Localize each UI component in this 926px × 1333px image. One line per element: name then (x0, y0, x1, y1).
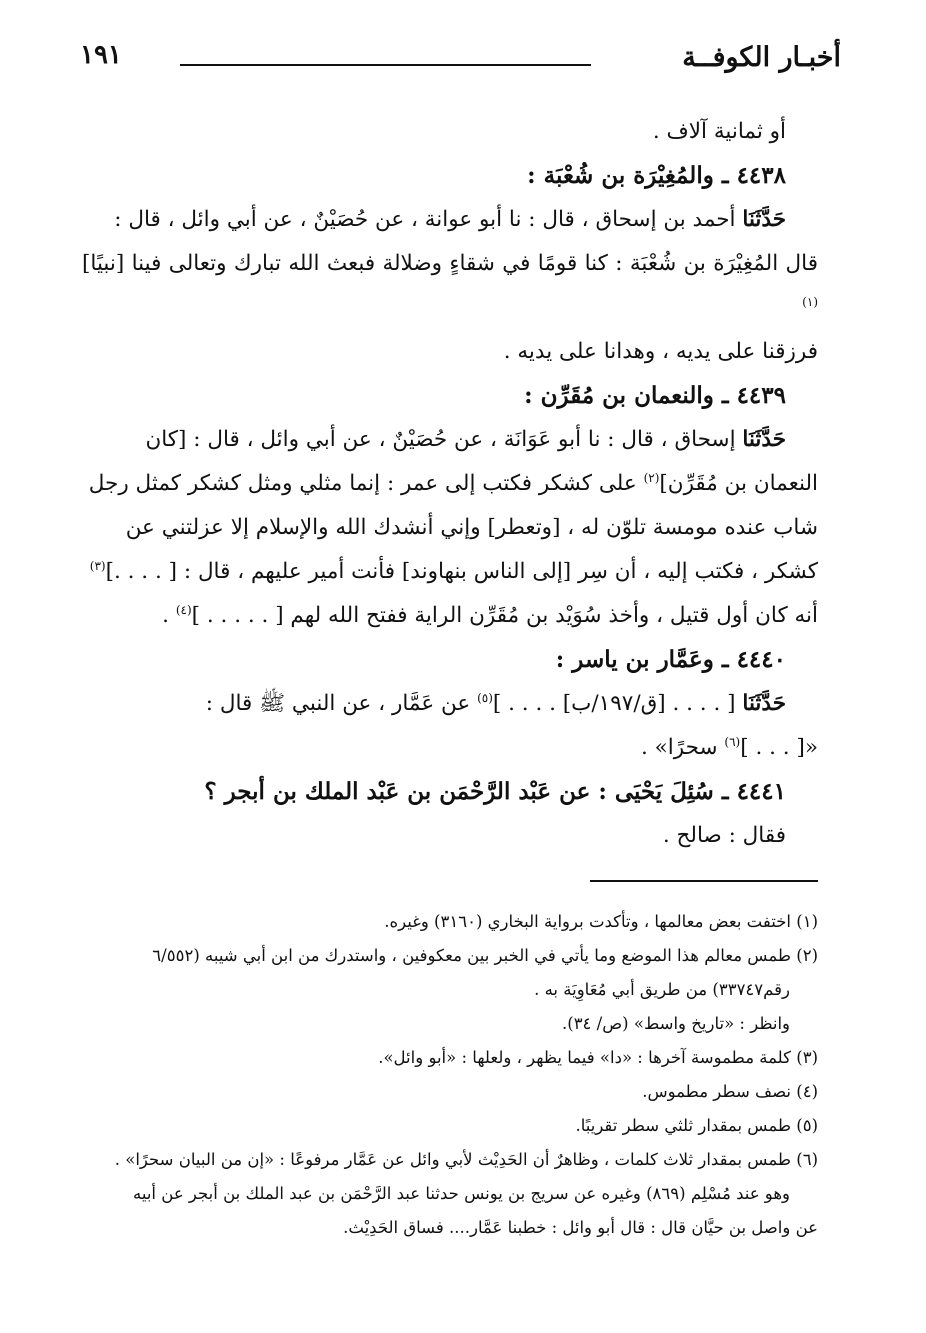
text-line (82, 242, 818, 330)
footnote-6-cont: عن واصل بن حيَّان قال : قال أبو وائل : خطبنا عَمَّار.... فساق الحَدِيْث. (343, 1218, 818, 1237)
footnote-4: (٤) نصف سطر مطموس. (642, 1082, 818, 1101)
footnote-6-cont: وهو عند مُسْلِم (٨٦٩) وغيره عن سريج بن يونس حدثنا عبد الرَّحْمَن بن عبد الملك بن أبجر عن أبيه (133, 1184, 790, 1203)
text-span: النعمان بن مُقَرِّن] (659, 471, 818, 496)
text-line: شاب عنده مومسة تلوّن له ، [وتعطر] وإني أنشدك الله والإسلام إلا عزلتني عن (125, 515, 818, 540)
footnotes (82, 905, 818, 1245)
text-span: عن عَمَّار ، عن النبي ﷺ قال : (205, 691, 471, 716)
text-line (82, 418, 818, 462)
text-span: . (162, 603, 176, 628)
footnote-ref: (٦) (724, 734, 741, 749)
page-header (80, 40, 841, 92)
footnote-ref: (٥) (477, 690, 493, 705)
footnote-2-cont: رقم٣٣٧٤٧) من طريق أبي مُعَاوِيَة به . (534, 980, 790, 999)
page-number: ١٩١ (80, 40, 122, 70)
text-line (82, 198, 818, 242)
footnote-6: (٦) طمس بمقدار ثلاث كلمات ، وظاهرٌ أن الحَدِيْث لأبي وائل عن عَمَّار مرفوعًا : «إن من البيان سحرًا» . (114, 1150, 818, 1169)
entry-4439-heading: ٤٤٣٩ ـ والنعمان بن مُقَرِّن : (524, 382, 786, 409)
entry-4440-heading: ٤٤٤٠ ـ وعَمَّار بن ياسر : (555, 646, 786, 673)
footnote-1: (١) اختفت بعض معالمها ، وتأكدت برواية البخاري (٣١٦٠) وغيره. (384, 912, 818, 931)
isnad-keyword: حَدَّثَنَا (742, 691, 786, 716)
main-text (82, 110, 818, 858)
footnote-2-cont: وانظر : «تاريخ واسط» (ص/ ٣٤). (562, 1014, 790, 1033)
text-span: قال المُغِيْرَة بن شُعْبَة : كنا قومًا في شقاءٍ وضلالة فبعث الله تبارك وتعالى فينا [نبيًا] (82, 251, 819, 276)
text-line (82, 726, 818, 770)
isnad-keyword: حَدَّثَنَا (742, 207, 786, 232)
text-span: كشكر ، فكتب إليه ، أن سِر [إلى الناس بنهاوند] فأنت أمير عليهم ، قال : [ . . . .] (105, 559, 818, 584)
footnote-ref: (١) (802, 294, 818, 309)
footnote-ref: (٢) (643, 470, 660, 485)
text-span: أنه كان أول قتيل ، وأخذ سُوَيْد بن مُقَرِّن الراية ففتح الله لهم [ . . . . . ] (191, 603, 818, 628)
footnote-ref: (٤) (175, 602, 192, 617)
text-span: أحمد بن إسحاق ، قال : نا أبو عوانة ، عن حُصَيْنٌ ، عن أبي وائل ، قال : (114, 207, 736, 232)
text-line (82, 462, 818, 506)
running-title: أخبـار الكوفــة (682, 42, 841, 73)
text-span: «[ . . . ] (740, 735, 818, 760)
text-line (82, 550, 818, 594)
text-span: سحرًا» . (640, 735, 718, 760)
footnote-separator (590, 880, 818, 882)
text-span: على كشكر فكتب إلى عمر : إنما مثلي ومثل كشكر كمثل رجل (88, 471, 637, 496)
entry-4438-heading: ٤٤٣٨ ـ والمُغِيْرَة بن شُعْبَة : (527, 162, 786, 189)
isnad-keyword: حَدَّثَنَا (742, 427, 786, 452)
text-line: أو ثمانية آلاف . (652, 119, 786, 144)
entry-4441-heading: ٤٤٤١ ـ سُئِلَ يَحْيَى : عن عَبْد الرَّحْمَن بن عَبْد الملك بن أبجر ؟ (204, 778, 786, 805)
footnote-3: (٣) كلمة مطموسة آخرها : «دا» فيما يظهر ، ولعلها : «أبو وائل». (378, 1048, 818, 1067)
text-line: فرزقنا على يديه ، وهدانا على يديه . (503, 339, 818, 364)
footnote-ref: (٣) (89, 558, 106, 573)
header-rule (180, 64, 591, 66)
footnote-5: (٥) طمس بمقدار ثلثي سطر تقريبًا. (575, 1116, 818, 1135)
text-span: [ . . . . [ق/١٩٧/ب] . . . . ] (492, 691, 736, 716)
text-line (82, 594, 818, 638)
footnote-2: (٢) طمس معالم هذا الموضع وما يأتي في الخبر بين معكوفين ، واستدرك من ابن أبي شيبه (٦/٥٥٢ (152, 946, 818, 965)
text-line (82, 682, 818, 726)
text-span: إسحاق ، قال : نا أبو عَوَانَة ، عن حُصَيْنٌ ، عن أبي وائل ، قال : [كان (145, 427, 736, 452)
text-line: فقال : صالح . (662, 823, 786, 848)
